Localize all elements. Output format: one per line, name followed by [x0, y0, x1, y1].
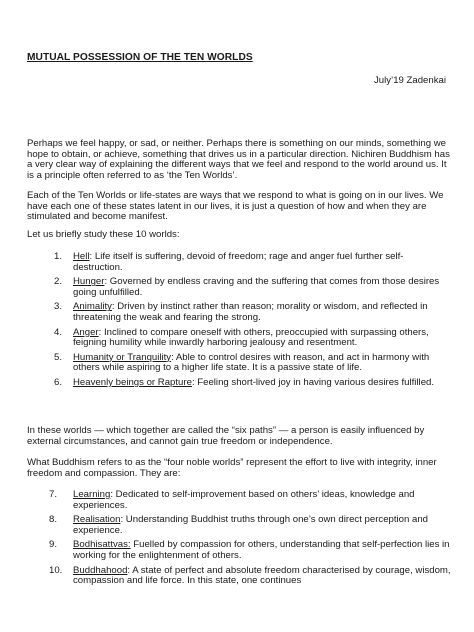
- list-item-term: Hell: [73, 251, 90, 262]
- list-item-number: 10.: [49, 564, 63, 576]
- list-item-number: 9.: [49, 539, 58, 551]
- states-paragraph: Each of the Ten Worlds or life-states are ways that we respond to what is going on in our lives. We have each one of these states latent in our lives, it is just a question of how and when they are stimulated and become manifest.: [27, 190, 444, 223]
- document-title: MUTUAL POSSESSION OF THE TEN WORLDS: [27, 52, 253, 63]
- list-item-description: : Life itself is suffering, devoid of freedom; rage and anger fuel further self-destruction.: [73, 251, 404, 273]
- list-item-description: : Feeling short-lived joy in having various desires fulfilled.: [191, 376, 435, 388]
- list-item-number: 6.: [54, 376, 63, 388]
- list-item-description: : Dedicated to self-improvement based on others’ ideas, knowledge and experiences.: [73, 489, 415, 511]
- list-item-term: Realisation: [73, 514, 121, 526]
- list-item-description: Fuelled by compassion for others, understanding that self-perfection lies in working for the enlightenment of others.: [73, 539, 450, 561]
- list-item: [27, 353, 452, 374]
- list-item-description: : Able to control desires with reason, and act in harmony with others while aspiring to a higher life state. It is a passive state of life.: [73, 351, 430, 374]
- list-item: [27, 328, 452, 349]
- list-item-number: 1.: [54, 251, 63, 262]
- list-item: [27, 515, 452, 536]
- six-paths-list: [27, 252, 452, 393]
- list-item: [27, 378, 452, 389]
- list-item-number: 3.: [54, 301, 63, 313]
- list-item-term: Humanity or Tranquility: [73, 351, 172, 363]
- list-item-number: 2.: [54, 276, 63, 288]
- list-item-term: Bodhisattvas:: [73, 539, 131, 551]
- list-item: [27, 490, 452, 511]
- list-item-number: 8.: [49, 514, 58, 526]
- list-item-term: Animality: [73, 301, 112, 313]
- list-item-number: 4.: [54, 326, 63, 338]
- list-item: [27, 302, 452, 323]
- intro-paragraph: Perhaps we feel happy, or sad, or neither. Perhaps there is something on our minds, something we hope to obtain, or achieve, something that drives us in a particular direction. Nichiren Buddhism has a very clear way of explaining the different ways that we feel and respond to the world around us. It is a principle often referred to as ‘the Ten Worlds’.: [27, 138, 450, 181]
- list-item-number: 7.: [49, 489, 58, 500]
- list-item: [27, 540, 452, 561]
- lead-in-line: Let us briefly study these 10 worlds:: [27, 229, 180, 240]
- six-paths-paragraph: In these worlds — which together are called the “six paths” — a person is easily influenced by external circumstances, and cannot gain true freedom or independence.: [27, 425, 425, 447]
- list-item-number: 5.: [54, 351, 63, 363]
- list-item-term: Buddhahood: [73, 564, 128, 576]
- noble-worlds-paragraph: What Buddhism refers to as the “four noble worlds” represent the effort to live with integrity, inner freedom and compassion. They are:: [27, 457, 437, 479]
- noble-worlds-list: [27, 490, 452, 591]
- list-item: [27, 252, 452, 273]
- list-item-term: Learning: [73, 489, 111, 500]
- list-item-description: : A state of perfect and absolute freedom characterised by courage, wisdom, compassion and life force. In this state, one continues: [73, 564, 451, 587]
- list-item: [27, 277, 452, 298]
- list-item-description: : Driven by instinct rather than reason; morality or wisdom, and reflected in threatening the weak and fearing the strong.: [73, 301, 428, 323]
- list-item-term: Heavenly beings or Rapture: [73, 376, 192, 388]
- list-item-term: Anger: [73, 326, 99, 338]
- list-item-description: : Governed by endless craving and the suffering that comes from those desires going unfulfilled.: [73, 276, 440, 298]
- date-author-line: July’19 Zadenkai: [374, 75, 446, 86]
- list-item-term: Hunger: [73, 276, 105, 288]
- list-item-description: : Inclined to compare oneself with others, preoccupied with surpassing others, feigning humility while inwardly harboring jealousy and resentment.: [73, 326, 429, 349]
- list-item-description: : Understanding Buddhist truths through one’s own direct perception and experience.: [73, 514, 429, 536]
- list-item: [27, 566, 452, 587]
